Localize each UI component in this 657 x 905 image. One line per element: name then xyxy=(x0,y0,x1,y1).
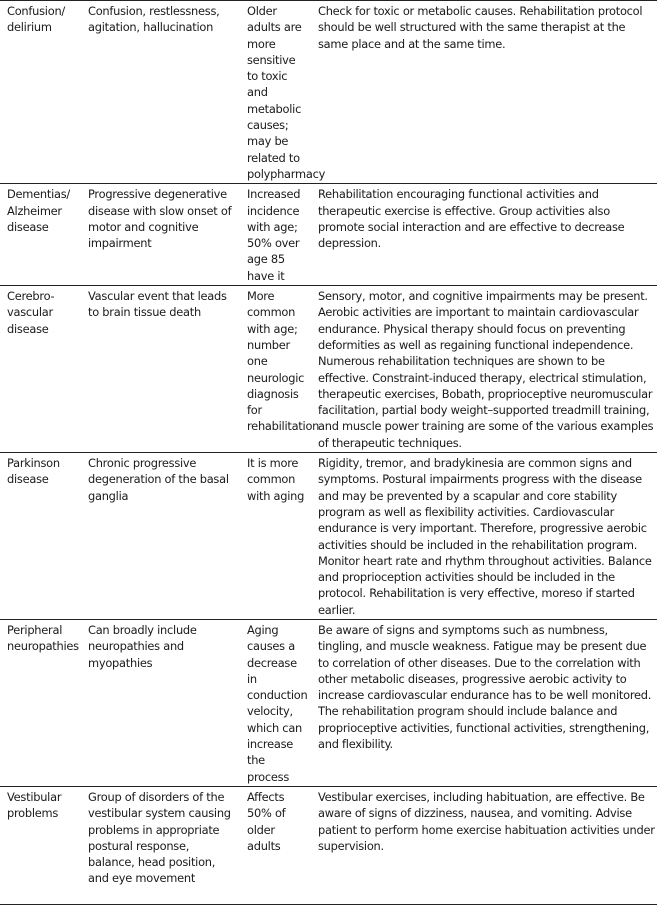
description-cell: Can broadly include neuropathies and myopathies xyxy=(88,622,197,670)
aging-cell: More common with age; number one neurologic diagnosis for rehabilitation xyxy=(247,289,320,434)
rehabilitation-cell: Check for toxic or metabolic causes. Rehabilitation protocol should be well structured with the same therapist at the same place and at the same time. xyxy=(318,4,643,51)
description-cell: Progressive degenerative disease with slow onset of motor and cognitive impairment xyxy=(88,187,232,251)
table-row xyxy=(0,453,657,620)
aging-cell: Older adults are more sensitive to toxic and metabolic causes; may be related to polypharmacy xyxy=(247,4,326,181)
condition-cell: Dementias/ Alzheimer disease xyxy=(7,187,70,234)
rehabilitation-cell: Rigidity, tremor, and bradykinesia are common signs and symptoms. Postural impairments progress with the disease and may be prevented by a scapular and core stability program as well as flexibility activities. Cardiovascular endurance is very important. Therefore, progressive aerobic activities should be included in the rehabilitation program. Monitor heart rate and rhythm throughout activities. Balance and proprioception activities should be included in the protocol. Rehabilitation is very effective, moreso if started earlier. xyxy=(318,456,652,617)
table-row xyxy=(0,786,657,904)
table-row xyxy=(0,1,657,184)
rehabilitation-cell: Be aware of signs and symptoms such as numbness, tingling, and muscle weakness. Fatigue may be present due to correlation of other diseases. Due to the correlation with other metabolic diseases, progressive aerobic activity to increase cardiovascular endurance has to be well monitored. The rehabilitation program should include balance and proprioceptive activities, functional activities, strengthening, and flexibility. xyxy=(318,622,652,752)
table-row xyxy=(0,619,657,786)
aging-cell: Affects 50% of older adults xyxy=(247,789,286,853)
condition-cell: Confusion/ delirium xyxy=(7,4,65,35)
condition-cell: Peripheral neuropathies xyxy=(7,622,79,654)
description-cell: Group of disorders of the vestibular system causing problems in appropriate postural response, balance, head position, and eye movement xyxy=(88,789,231,886)
table-row xyxy=(0,184,657,286)
condition-cell: Parkinson disease xyxy=(7,456,60,487)
aging-cell: Increased incidence with age; 50% over age 85 have it xyxy=(247,187,301,283)
condition-cell: Cerebro-vascular disease xyxy=(7,289,55,336)
description-cell: Vascular event that leads to brain tissue death xyxy=(88,289,227,320)
table-row xyxy=(0,286,657,453)
description-cell: Chronic progressive degeneration of the basal ganglia xyxy=(88,456,229,503)
rehabilitation-cell: Sensory, motor, and cognitive impairments may be present. Aerobic activities are important to maintain cardiovascular endurance. Physical therapy should focus on preventing deformities as well as regaining functional independence. Numerous rehabilitation techniques are shown to be effective. Constraint-induced therapy, electrical stimulation, therapeutic exercises, Bobath, proprioceptive neuromuscular facilitation, partial body weight–supported treadmill training, and muscle power training are some of the various examples of therapeutic techniques. xyxy=(318,289,654,450)
description-cell: Confusion, restlessness, agitation, hallucination xyxy=(88,4,220,35)
aging-cell: Aging causes a decrease in conduction velocity, which can increase the process xyxy=(247,622,308,784)
rehabilitation-cell: Vestibular exercises, including habituation, are effective. Be aware of signs of dizziness, nausea, and vomiting. Advise patient to perform home exercise habituation activities under supervision. xyxy=(318,789,655,853)
aging-cell: It is more common with aging xyxy=(247,456,305,503)
rehabilitation-cell: Rehabilitation encouraging functional activities and therapeutic exercise is effective. Group activities also promote social interaction and are effective to decrease depression. xyxy=(318,187,625,251)
condition-cell: Vestibular problems xyxy=(7,789,62,821)
